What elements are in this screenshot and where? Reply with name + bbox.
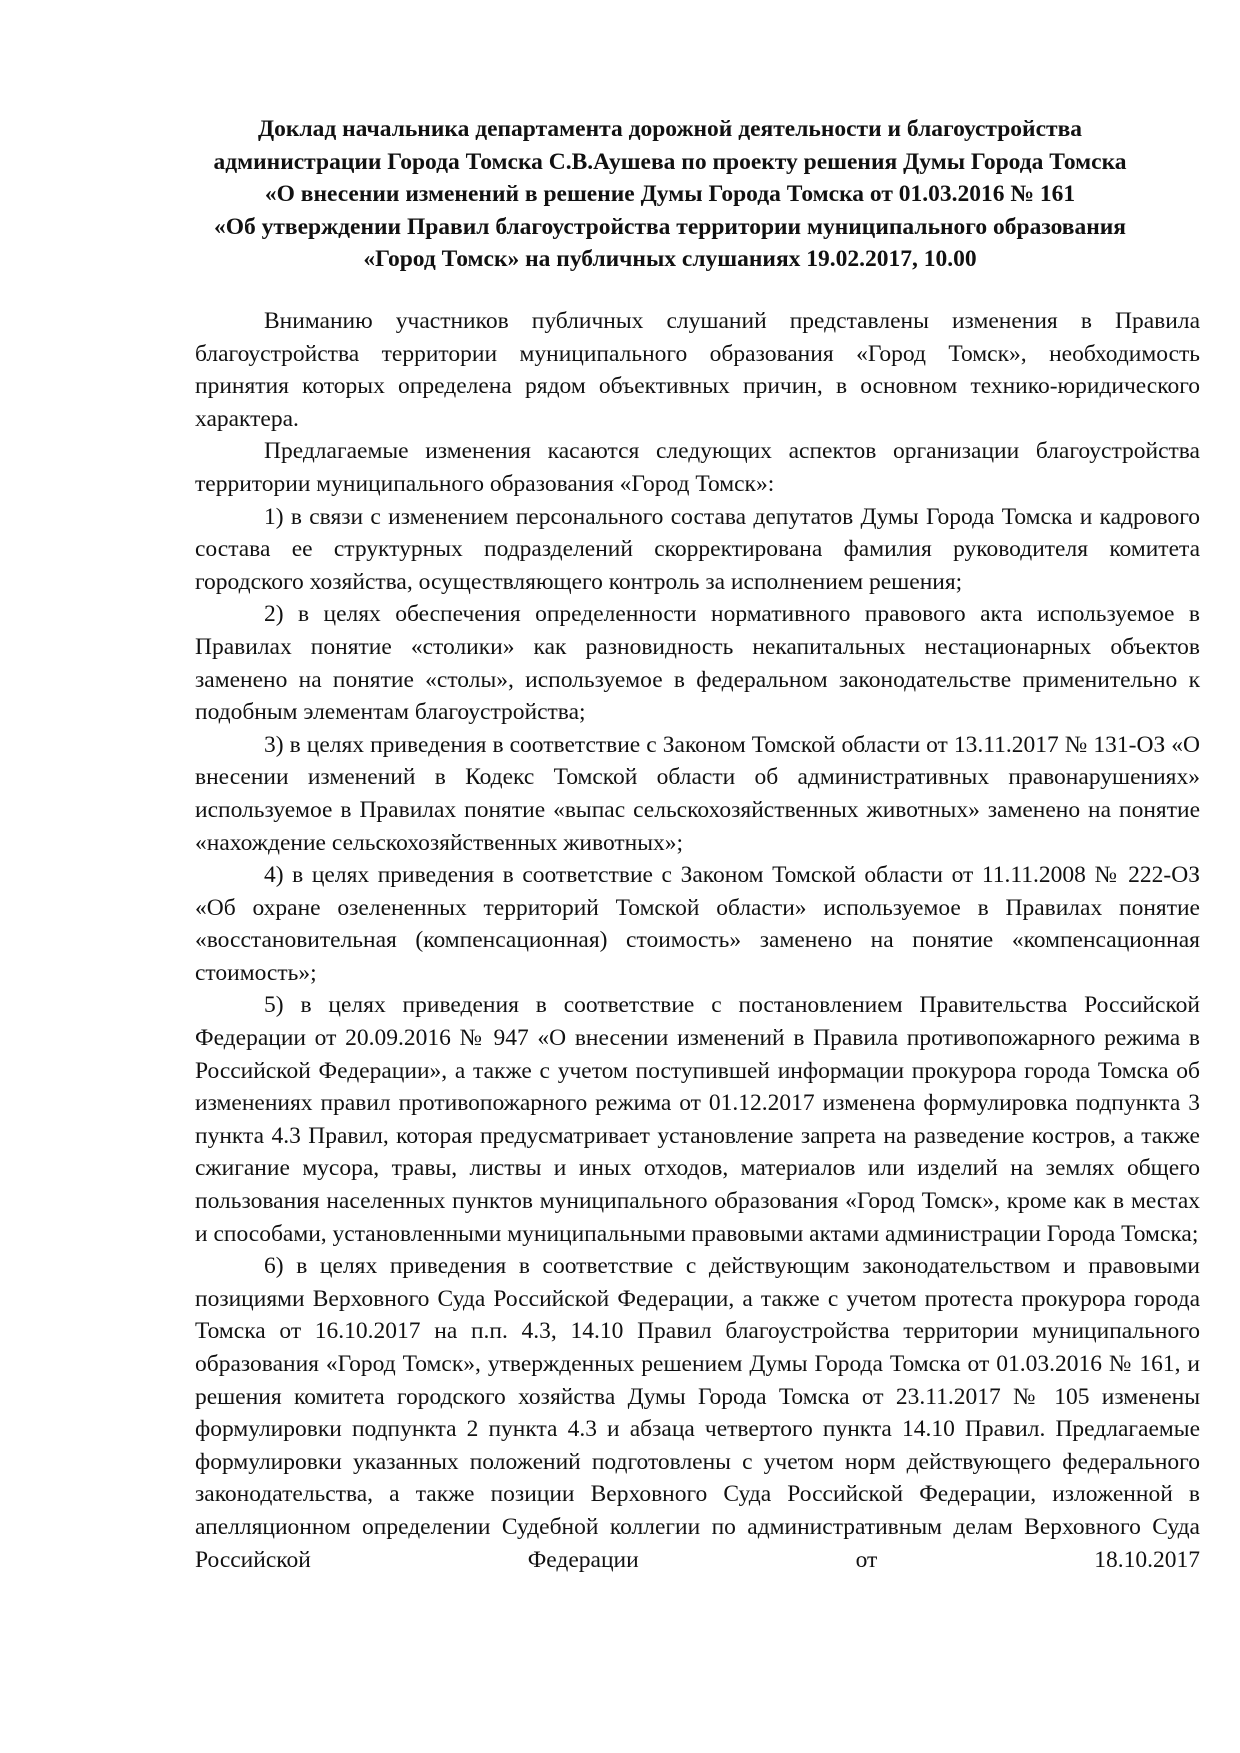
document-body	[195, 305, 1200, 1576]
list-item-4: 4) в целях приведения в соответствие с Законом Томской области от 11.11.2008 № 222-ОЗ «Об охране озелененных территорий Томской области» используемое в Правилах понятие «восстановительная (компенсационная) стоимость» заменено на понятие «компенсационная стоимость»;	[195, 862, 1200, 986]
list-item-6: 6) в целях приведения в соответствие с действующим законодательством и правовыми позициями Верховного Суда Российской Федерации, а также с учетом протеста прокурора города Томска от 16.10.2017 на п.п. 4.3, 14.10 Правил благоустройства территории муниципального образования «Город Томск», утвержденных решением Думы Города Томска от 01.03.2016 № 161, и решения комитета городского хозяйства Думы Города Томска от 23.11.2017 № 105 изменены формулировки подпункта 2 пункта 4.3 и абзаца четвертого пункта 14.10 Правил. Предлагаемые формулировки указанных положений подготовлены с учетом норм действующего федерального законодательства, а также позиции Верховного Суда Российской Федерации, изложенной в апелляционном определении Судебной коллегии по административным делам Верховного Суда Российской Федерации от 18.10.2017	[195, 1253, 1200, 1573]
document-title	[150, 113, 1190, 276]
list-item-5: 5) в целях приведения в соответствие с постановлением Правительства Российской Федерации от 20.09.2016 № 947 «О внесении изменений в Правила противопожарного режима в Российской Федерации», а также с учетом поступившей информации прокурора города Томска об изменениях правил противопожарного режима от 01.12.2017 изменена формулировка подпункта 3 пункта 4.3 Правил, которая предусматривает установление запрета на разведение костров, а также сжигание мусора, травы, листвы и иных отходов, материалов или изделий на землях общего пользования населенных пунктов муниципального образования «Город Томск», кроме как в местах и способами, установленными муниципальными правовыми актами администрации Города Томска;	[195, 992, 1200, 1247]
list-item-1: 1) в связи с изменением персонального состава депутатов Думы Города Томска и кадрового состава ее структурных подразделений скорректирована фамилия руководителя комитета городского хозяйства, осуществляющего контроль за исполнением решения;	[195, 503, 1200, 595]
list-item-2: 2) в целях обеспечения определенности нормативного правового акта используемое в Правилах понятие «столики» как разновидность некапитальных нестационарных объектов заменено на понятие «столы», используемое в федеральном законодательстве применительно к подобным элементам благоустройства;	[195, 601, 1200, 726]
title-line: «Об утверждении Правил благоустройства территории муниципального образования	[213, 213, 1127, 240]
title-line: «Город Томск» на публичных слушаниях 19.02.2017, 10.00	[363, 246, 977, 273]
intro-paragraph: Вниманию участников публичных слушаний представлены изменения в Правила благоустройства территории муниципального образования «Город Томск», необходимость принятия которых определена рядом объективных причин, в основном технико-юридического характера.	[195, 308, 1200, 432]
list-item-3: 3) в целях приведения в соответствие с Законом Томской области от 13.11.2017 № 131-ОЗ «О внесении изменений в Кодекс Томской области об административных правонарушениях» используемое в Правилах понятие «выпас сельскохозяйственных животных» заменено на понятие «нахождение сельскохозяйственных животных»;	[195, 731, 1200, 856]
title-line: администрации Города Томска С.В.Аушева по проекту решения Думы Города Томска	[213, 148, 1127, 175]
title-line: «О внесении изменений в решение Думы Города Томска от 01.03.2016 № 161	[264, 181, 1076, 208]
title-line: Доклад начальника департамента дорожной деятельности и благоустройства	[257, 116, 1083, 142]
aspects-paragraph: Предлагаемые изменения касаются следующих аспектов организации благоустройства территории муниципального образования «Город Томск»:	[195, 438, 1200, 497]
